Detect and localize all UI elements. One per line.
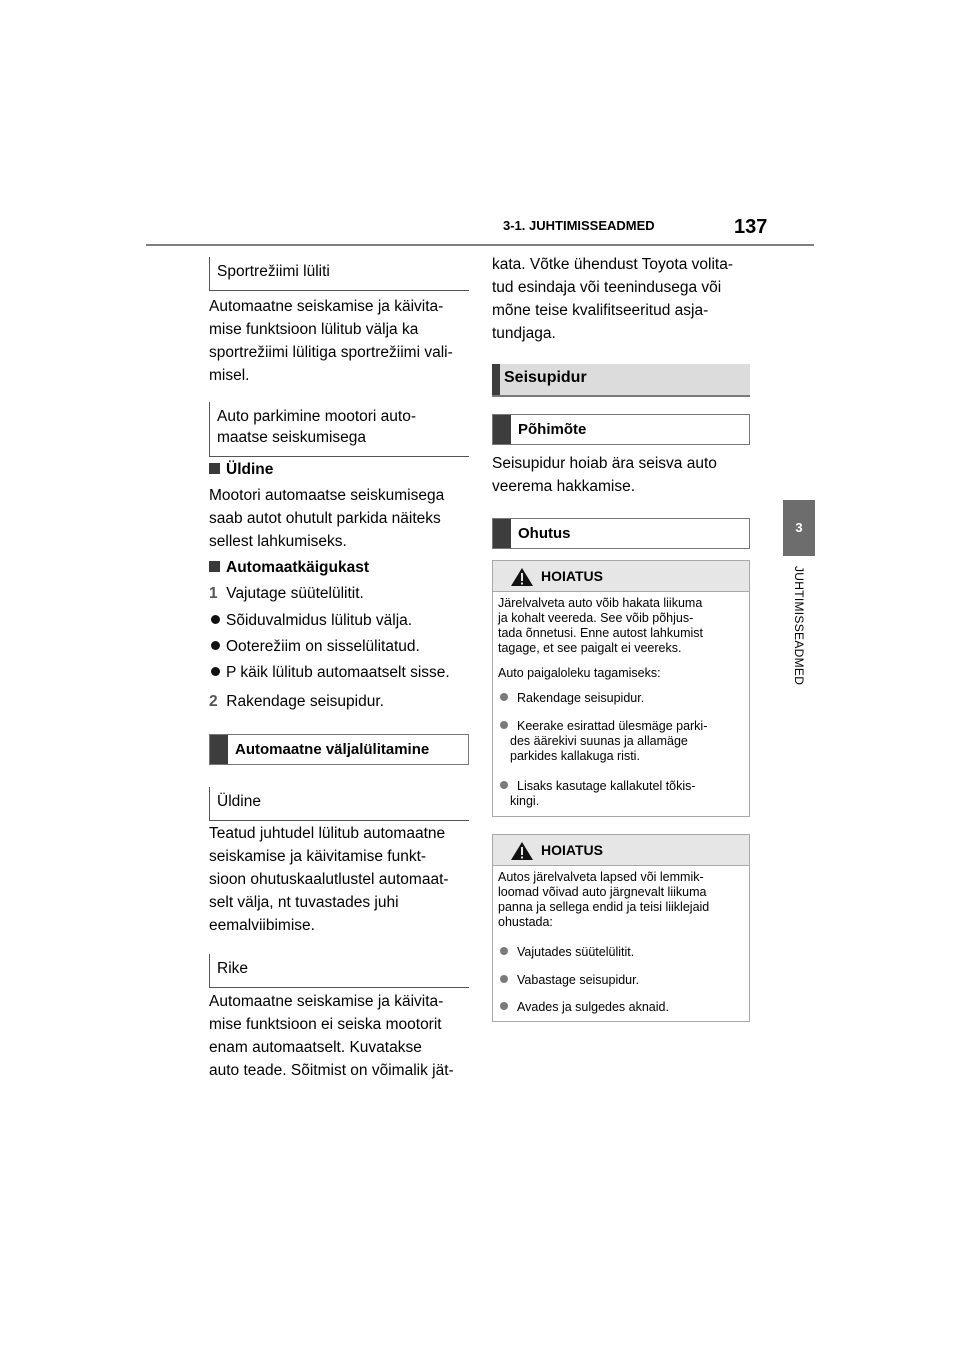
bar-marker — [492, 364, 500, 395]
text-line: mõne teise kvalifitseeritud asja- — [492, 302, 709, 319]
bullet-text: Avades ja sulgedes aknaid. — [517, 1000, 669, 1014]
text-line: mise funktsioon lülitub välja ka — [209, 321, 419, 338]
bullet-text: des äärekivi suunas ja allamäge — [510, 734, 688, 748]
text-line: tada õnnetusi. Enne autost lahkumist — [498, 626, 703, 640]
text-line: loomad võivad auto järgnevalt liikuma — [498, 885, 707, 899]
text-line: misel. — [209, 367, 250, 384]
text-line: Seisupidur hoiab ära seisva auto — [492, 455, 717, 472]
chapter-tab: 3 — [783, 500, 815, 556]
step-text: Vajutage süütelülitit. — [226, 585, 364, 602]
text-line: sportrežiimi lülitiga sportrežiimi vali- — [209, 344, 453, 361]
paragraph-pohimote — [492, 452, 754, 498]
heading-yldine-text: Üldine — [226, 461, 274, 478]
warning-text — [498, 596, 748, 656]
paragraph-valjalulitamine — [209, 822, 471, 937]
text-line: maatse seiskumisega — [217, 429, 367, 446]
step-text: Rakendage seisupidur. — [226, 693, 384, 710]
section-bar-text: Põhimõte — [518, 421, 587, 438]
text-line: veerema hakkamise. — [492, 478, 636, 495]
subheading-sportreziimi — [209, 257, 469, 291]
warning-triangle-icon — [510, 841, 534, 861]
text-line: selt välja, nt tuvastades juhi — [209, 894, 399, 911]
text-line: tud esindaja või teenindusega või — [492, 279, 722, 296]
text-line: kata. Võtke ühendust Toyota volita- — [492, 256, 733, 273]
bullet-item — [211, 661, 450, 684]
bullet-text: Sõiduvalmidus lülitub välja. — [226, 612, 413, 629]
text-line: mise funktsioon ei seiska mootorit — [209, 1016, 442, 1033]
text-line: seiskamise ja käivitamise funkt- — [209, 848, 427, 865]
section-bar-valjalulitamine — [209, 734, 469, 765]
warning-title: HOIATUS — [541, 842, 603, 858]
bar-marker — [210, 735, 228, 764]
warning-box-2 — [492, 834, 750, 1022]
subheading-rike-text: Rike — [217, 960, 249, 977]
text-line: Mootori automaatse seiskumisega — [209, 487, 445, 504]
warning-bullet — [500, 691, 644, 706]
text-line: Auto parkimine mootori auto- — [217, 408, 417, 425]
warning-text — [498, 870, 750, 930]
step-2 — [209, 690, 384, 713]
paragraph-rike — [209, 990, 471, 1082]
bullet-item — [211, 635, 420, 658]
text-line: sellest lahkumiseks. — [209, 533, 347, 550]
heading-automaatkaigukast — [209, 556, 369, 579]
square-bullet-icon — [209, 463, 220, 474]
bullet-text: Keerake esirattad ülesmäge parki- — [517, 719, 708, 733]
section-bar-pohimote — [492, 414, 750, 445]
text-line: eemalviibimise. — [209, 917, 315, 934]
bullet-dot-icon — [500, 947, 508, 955]
bullet-dot-icon — [211, 615, 220, 624]
subheading-rike — [209, 954, 469, 988]
paragraph-yldine — [209, 484, 471, 553]
paragraph-sportreziimi — [209, 295, 471, 387]
warning-bullet — [500, 779, 748, 809]
heading-yldine — [209, 458, 273, 481]
step-1 — [209, 582, 364, 605]
warning-title: HOIATUS — [541, 568, 603, 584]
warning-header — [493, 561, 749, 592]
text-line: panna ja sellega endid ja teisi liiklejaid — [498, 900, 710, 914]
text-line: ohustada: — [498, 915, 553, 929]
warning-bullet — [500, 719, 748, 764]
text-line: sioon ohutuskaalutlustel automaat- — [209, 871, 449, 888]
bullet-dot-icon — [500, 781, 508, 789]
section-bar-ohutus — [492, 518, 750, 549]
text-line: tagage, et see paigalt ei veereks. — [498, 641, 682, 655]
subheading-yldine-text: Üldine — [217, 793, 261, 810]
text-line: Automaatne seiskamise ja käivita- — [209, 993, 444, 1010]
bullet-item — [211, 609, 412, 632]
section-title-seisupidur — [492, 364, 750, 397]
subheading-yldine — [209, 787, 469, 821]
step-number: 1 — [209, 585, 218, 602]
chapter-tab-text: JUHTIMISSEADMED — [792, 566, 806, 686]
subheading-parkimine — [209, 402, 469, 457]
text-line: Järelvalveta auto võib hakata liikuma — [498, 596, 703, 610]
warning-bullet — [500, 945, 634, 960]
bullet-dot-icon — [500, 693, 508, 701]
bullet-dot-icon — [500, 1002, 508, 1010]
bullet-text: Ooterežiim on sisselülitatud. — [226, 638, 420, 655]
bar-marker — [493, 415, 511, 444]
section-bar-text: Automaatne väljalülitamine — [235, 741, 430, 758]
section-bar-text: Ohutus — [518, 525, 571, 542]
bullet-text: Rakendage seisupidur. — [517, 691, 645, 705]
text-line: Teatud juhtudel lülitub automaatne — [209, 825, 446, 842]
text-line: enam automaatselt. Kuvatakse — [209, 1039, 422, 1056]
text-line: Automaatne seiskamise ja käivita- — [209, 298, 444, 315]
bullet-text: kingi. — [510, 794, 540, 808]
bar-marker — [493, 519, 511, 548]
bullet-dot-icon — [500, 975, 508, 983]
heading-automaatkaigukast-text: Automaatkäigukast — [226, 559, 369, 576]
text-line: ja kohalt veereda. See võib põhjus- — [498, 611, 694, 625]
step-number: 2 — [209, 693, 218, 710]
text-line: tundjaga. — [492, 325, 556, 342]
text-line: saab autot ohutult parkida näiteks — [209, 510, 441, 527]
warning-intro: Auto paigaloleku tagamiseks: — [498, 666, 661, 680]
bullet-text: Vajutades süütelülitit. — [517, 945, 635, 959]
text-line: auto teade. Sõitmist on võimalik jät- — [209, 1062, 454, 1079]
section-title-text: Seisupidur — [504, 369, 587, 386]
bullet-dot-icon — [211, 641, 220, 650]
bullet-dot-icon — [500, 721, 508, 729]
page-number: 137 — [734, 216, 768, 238]
paragraph-continuation — [492, 253, 754, 345]
subheading-sportreziimi-text: Sportrežiimi lüliti — [217, 263, 330, 280]
header-divider — [146, 244, 814, 246]
bullet-text: P käik lülitub automaatselt sisse. — [226, 664, 450, 681]
warning-triangle-icon — [510, 567, 534, 587]
bullet-dot-icon — [211, 667, 220, 676]
chapter-tab-label — [787, 566, 811, 716]
bullet-text: Lisaks kasutage kallakutel tõkis- — [517, 779, 696, 793]
square-bullet-icon — [209, 561, 220, 572]
bullet-text: parkides kallakuga risti. — [510, 749, 640, 763]
warning-box-1 — [492, 560, 750, 817]
warning-header — [493, 835, 749, 866]
warning-bullet — [500, 973, 639, 988]
section-title: 3-1. JUHTIMISSEADMED — [503, 218, 655, 233]
text-line: Autos järelvalveta lapsed või lemmik- — [498, 870, 704, 884]
bullet-text: Vabastage seisupidur. — [517, 973, 640, 987]
warning-bullet — [500, 1000, 669, 1015]
